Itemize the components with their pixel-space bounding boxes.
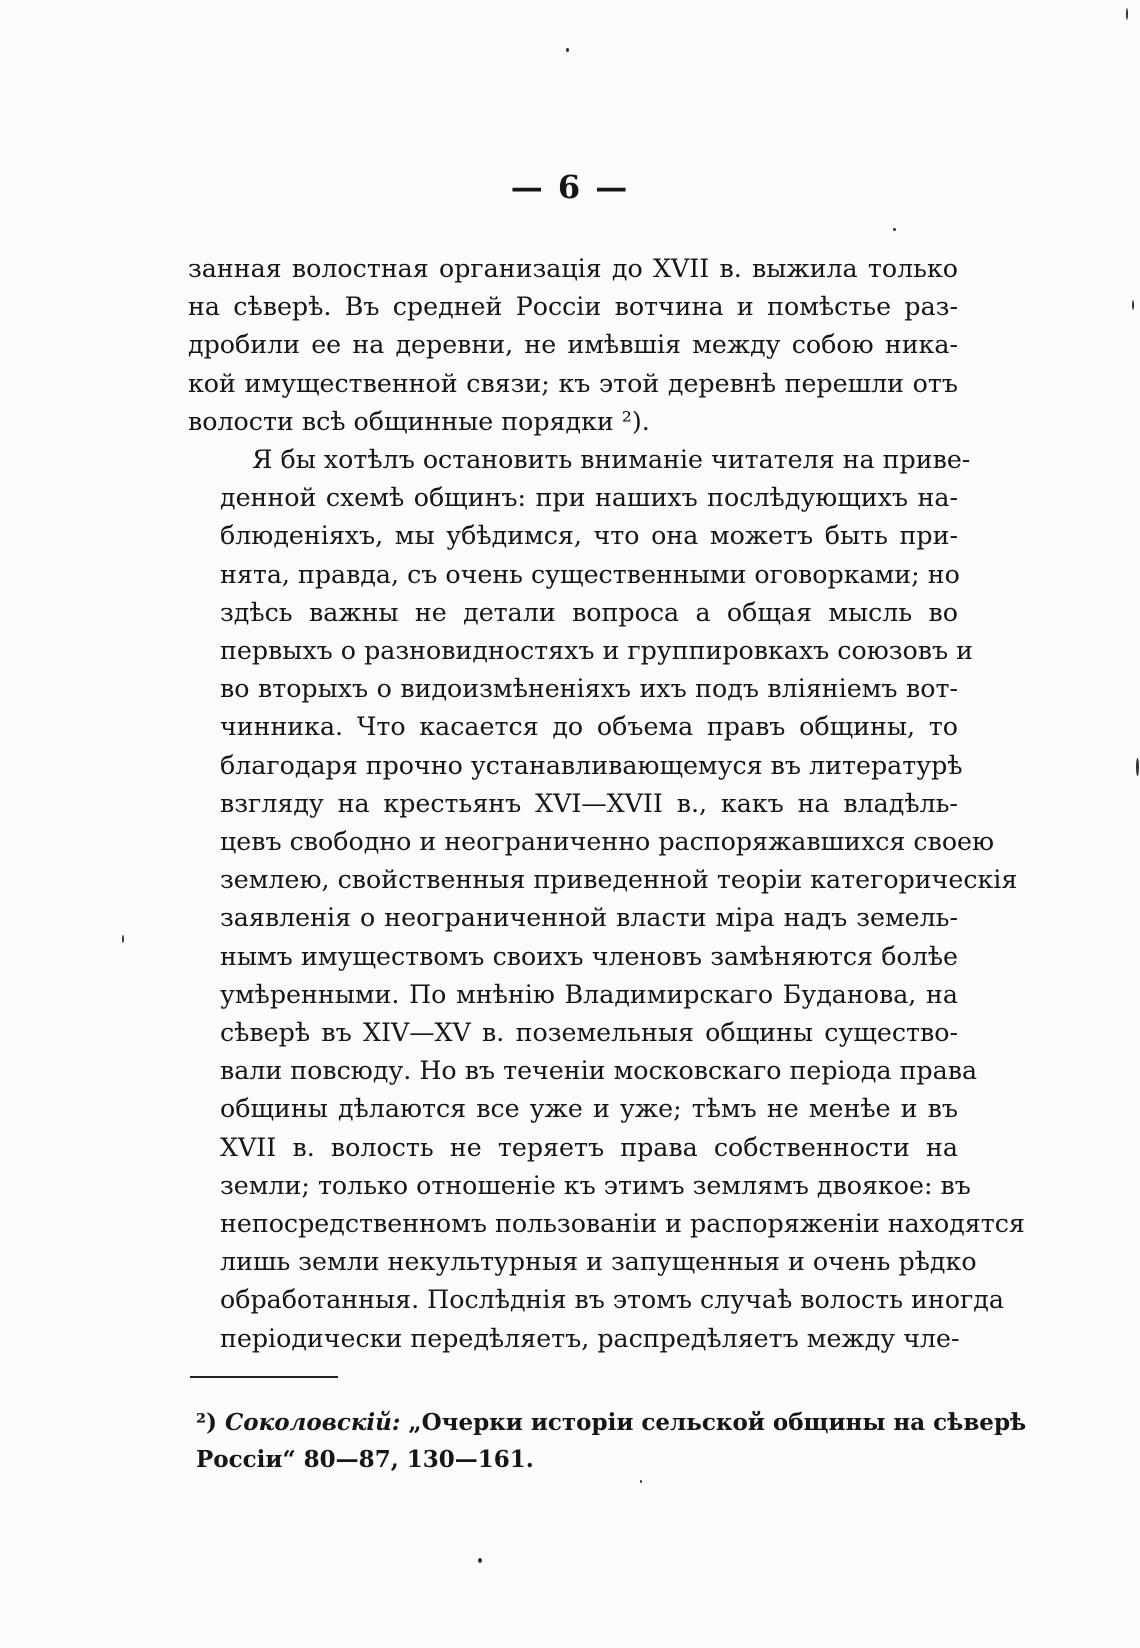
footnote — [196, 1404, 1027, 1478]
text-line: занная волостная организація до XVII в. выжила только — [188, 254, 958, 283]
text-line: во вторыхъ о видоизмѣненіяхъ ихъ подъ вліяніемъ вот- — [220, 674, 958, 704]
text-line: XVII в. волость не теряетъ права собственности на — [220, 1132, 958, 1162]
text-line: нята, правда, съ очень существенными оговорками; но — [220, 559, 960, 589]
text-line: сѣверѣ въ XIV—XV в. поземельныя общины существо- — [220, 1018, 958, 1048]
text-line: непосредственномъ пользованіи и распоряженіи находятся — [220, 1209, 1025, 1239]
text-line: Я бы хотѣлъ остановить вниманіе читателя на приве- — [252, 445, 971, 475]
text-line: денной схемѣ общинъ: при нашихъ послѣдующихъ на- — [220, 483, 958, 513]
text-line: землею, свойственныя приведенной теоріи категорическія — [220, 865, 1018, 895]
text-line: періодически передѣляетъ, распредѣляетъ между чле- — [220, 1323, 960, 1353]
text-line: первыхъ о разновидностяхъ и группировкахъ союзовъ и — [220, 636, 973, 666]
footnote-author: Соколовскій: — [224, 1409, 401, 1436]
text-line: лишь земли некультурныя и запущенныя и очень рѣдко — [220, 1247, 977, 1277]
main-text — [188, 250, 1025, 1358]
scan-speck — [1132, 300, 1134, 310]
page-number: — 6 — — [510, 168, 630, 206]
paragraph-1 — [188, 250, 958, 441]
text-line: кой имущественной связи; къ этой деревнѣ перешли отъ — [188, 368, 958, 398]
scan-speck — [122, 935, 124, 943]
footnote-marker: ²) — [196, 1409, 217, 1436]
text-line: цевъ свободно и неограниченно распоряжавшихся своею — [220, 827, 995, 857]
footnote-line-1 — [196, 1404, 1027, 1441]
text-line: чинника. Что касается до объема правъ общины, то — [220, 712, 958, 742]
text-line: нымъ имуществомъ своихъ членовъ замѣняются болѣе — [220, 941, 958, 971]
text-line: здѣсь важны не детали вопроса а общая мысль во — [220, 597, 958, 627]
scan-speck — [1136, 758, 1139, 776]
text-line: обработанныя. Послѣднія въ этомъ случаѣ волость иногда — [220, 1285, 1004, 1315]
paragraph-2 — [188, 441, 1025, 1358]
scan-speck — [1126, 8, 1128, 20]
text-line: благодаря прочно устанавливающемуся въ литературѣ — [220, 750, 963, 780]
text-line: волости всѣ общинные порядки ²). — [188, 406, 650, 436]
scan-speck — [893, 228, 896, 231]
scan-speck — [640, 1480, 642, 1483]
footnote-divider — [190, 1376, 338, 1378]
footnote-line-2: Россіи“ 80—87, 130—161. — [196, 1446, 534, 1473]
text-line: на сѣверѣ. Въ средней Россіи вотчина и помѣстье раз- — [188, 292, 958, 322]
scan-speck — [478, 1558, 482, 1563]
text-line: вали повсюду. Но въ теченіи московскаго періода права — [220, 1056, 978, 1086]
text-line: дробили ее на деревни, не имѣвшія между собою ника- — [188, 330, 958, 360]
text-line: заявленія о неограниченной власти міра надъ земель- — [220, 903, 958, 933]
text-line: блюденіяхъ, мы убѣдимся, что она можетъ быть при- — [220, 521, 958, 551]
text-line: взгляду на крестьянъ XVI—XVII в., какъ на владѣль- — [220, 788, 958, 818]
text-line: умѣренными. По мнѣнію Владимирскаго Буданова, на — [220, 979, 958, 1009]
text-line: общины дѣлаются все уже и уже; тѣмъ не менѣе и въ — [220, 1094, 958, 1124]
scan-speck — [566, 48, 569, 52]
footnote-title: „Очерки исторіи сельской общины на сѣверѣ — [408, 1409, 1027, 1436]
text-line: земли; только отношеніе къ этимъ землямъ двоякое: въ — [220, 1170, 971, 1200]
